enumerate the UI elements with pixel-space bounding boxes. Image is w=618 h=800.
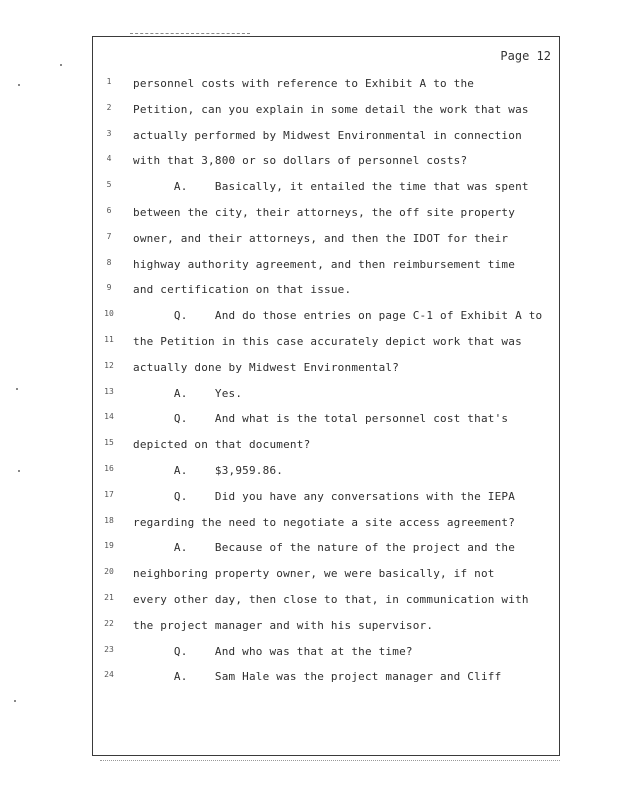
line-text: every other day, then close to that, in communication with	[133, 593, 529, 606]
line-number: 20	[104, 567, 114, 577]
line-text: actually done by Midwest Environmental?	[133, 360, 400, 374]
line-number: 18	[104, 515, 114, 525]
margin-speck	[14, 700, 16, 702]
line-number: 11	[104, 335, 114, 344]
transcript-line	[93, 283, 561, 309]
transcript-line	[93, 154, 561, 180]
margin-speck	[16, 388, 18, 390]
line-number: 24	[104, 670, 114, 680]
transcript-line	[93, 464, 561, 490]
margin-speck	[18, 84, 20, 86]
line-text: and certification on that issue.	[133, 283, 352, 297]
line-text: A. Sam Hale was the project manager and Cliff	[133, 670, 502, 684]
line-text: Petition, can you explain in some detail the work that was	[133, 102, 529, 116]
transcript-line	[93, 516, 561, 542]
line-number: 2	[106, 102, 112, 112]
transcript-line	[93, 645, 561, 671]
transcript-line	[93, 387, 561, 413]
line-text: Q. And do those entries on page C-1 of Exhibit A to	[133, 309, 543, 323]
line-text: A. Because of the nature of the project and the	[133, 541, 516, 555]
line-text: Q. Did you have any conversations with the IEPA	[133, 489, 516, 503]
line-number: 15	[104, 438, 114, 448]
margin-speck	[18, 470, 20, 472]
transcript-line	[93, 619, 561, 645]
line-text: regarding the need to negotiate a site access agreement?	[133, 515, 516, 529]
line-number: 6	[106, 206, 112, 215]
page-number: Page 12	[500, 49, 551, 63]
line-number: 9	[106, 283, 112, 293]
line-number: 13	[104, 386, 114, 396]
transcript-line	[93, 129, 561, 155]
transcript-line	[93, 335, 561, 361]
transcript-line	[93, 567, 561, 593]
transcript-line	[93, 103, 561, 129]
line-number: 19	[104, 541, 114, 551]
line-text: with that 3,800 or so dollars of personnel costs?	[133, 154, 468, 168]
transcript-line	[93, 541, 561, 567]
transcript-line	[93, 670, 561, 696]
line-text: actually performed by Midwest Environmental in connection	[133, 128, 522, 142]
line-number: 5	[106, 180, 112, 190]
line-text: A. $3,959.86.	[133, 464, 284, 477]
bottom-footer-strip	[100, 760, 560, 764]
line-text: depicted on that document?	[133, 438, 311, 452]
transcript-line	[93, 206, 561, 232]
transcript-line	[93, 77, 561, 103]
transcript-line	[93, 232, 561, 258]
top-border-mark	[130, 33, 250, 34]
transcript-line	[93, 438, 561, 464]
line-number: 12	[104, 360, 114, 370]
line-number: 1	[106, 77, 112, 86]
line-number: 10	[104, 309, 114, 319]
transcript-line	[93, 593, 561, 619]
line-text: A. Yes.	[133, 386, 243, 400]
line-number: 7	[106, 231, 112, 241]
line-number: 4	[106, 154, 112, 164]
transcript-line	[93, 258, 561, 284]
line-number: 22	[104, 618, 114, 628]
transcript-line	[93, 361, 561, 387]
transcript-line	[93, 490, 561, 516]
line-text: highway authority agreement, and then reimbursement time	[133, 257, 516, 271]
line-text: Q. And who was that at the time?	[133, 644, 413, 658]
line-number: 14	[104, 412, 114, 422]
transcript-line	[93, 180, 561, 206]
transcript-line	[93, 412, 561, 438]
line-number: 23	[104, 644, 114, 654]
line-text: the Petition in this case accurately depict work that was	[133, 335, 522, 348]
line-number: 8	[106, 257, 112, 267]
line-text: Q. And what is the total personnel cost that's	[133, 412, 509, 426]
line-text: the project manager and with his supervisor.	[133, 618, 434, 632]
transcript-page	[92, 36, 560, 756]
margin-speck	[60, 64, 62, 66]
line-number: 21	[104, 593, 114, 602]
line-number: 3	[106, 128, 112, 138]
transcript-line	[93, 309, 561, 335]
line-number: 17	[104, 489, 114, 499]
line-text: neighboring property owner, we were basically, if not	[133, 567, 495, 581]
line-text: personnel costs with reference to Exhibit A to the	[133, 77, 475, 90]
line-text: owner, and their attorneys, and then the IDOT for their	[133, 231, 509, 245]
line-text: between the city, their attorneys, the off site property	[133, 206, 516, 219]
line-text: A. Basically, it entailed the time that was spent	[133, 180, 529, 194]
line-number: 16	[104, 464, 114, 473]
